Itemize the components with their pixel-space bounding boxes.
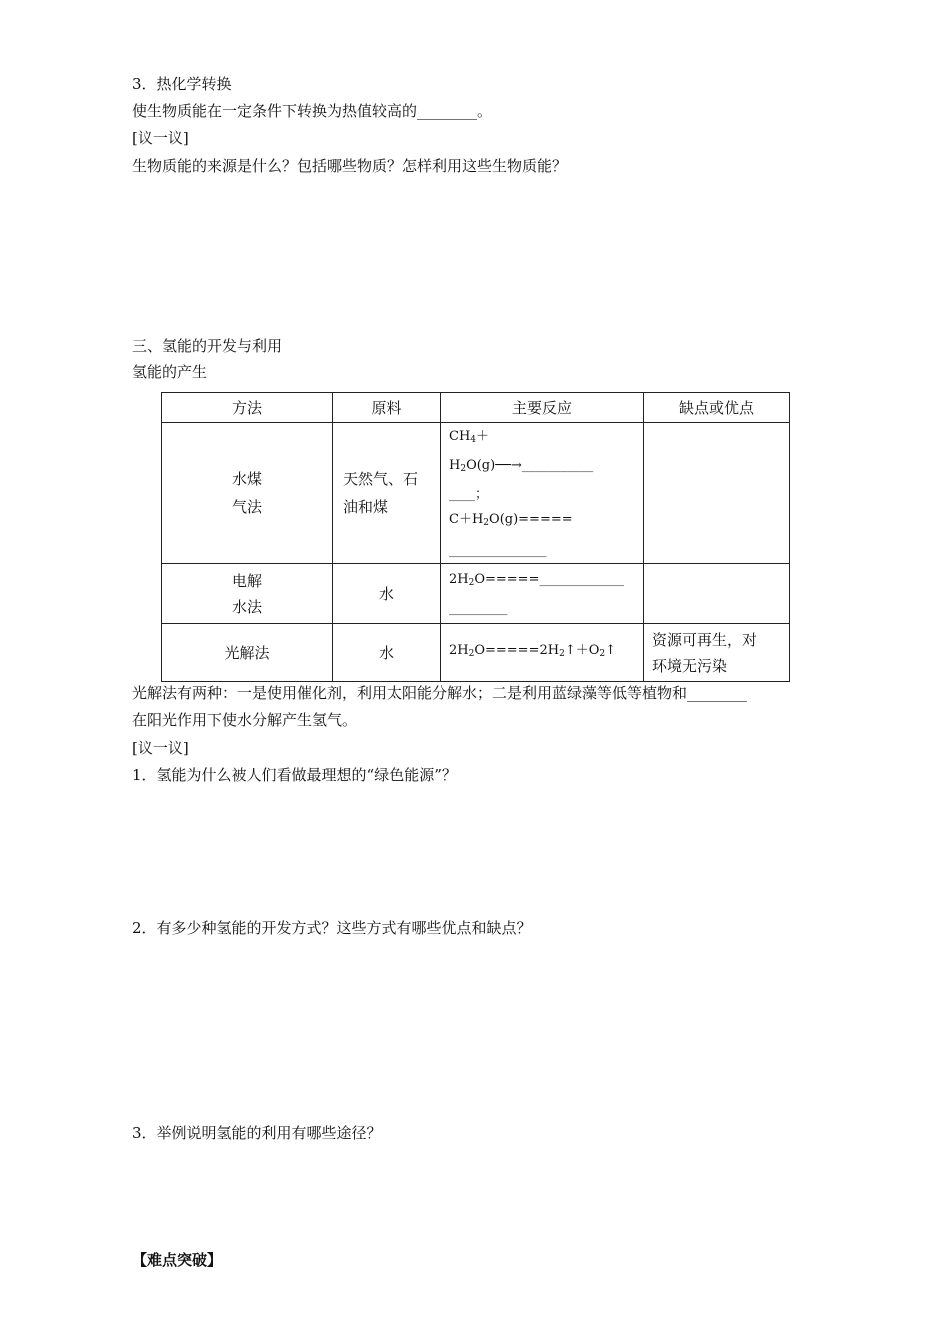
material-cell: 天然气、石 油和煤 xyxy=(333,423,441,564)
reaction-cell: $2H_2O=====\_\_\_\_\_\_\_\_\_\_\_\_\_$ _________ xyxy=(441,564,644,624)
table-header-cell: 主要反应 xyxy=(441,393,644,423)
table-row xyxy=(162,564,790,624)
discuss-question-1: 1．氢能为什么被人们看做最理想的“绿色能源”？ xyxy=(132,766,457,784)
hydrogen-production-table xyxy=(161,392,790,682)
table-header-row xyxy=(162,393,790,423)
discuss-question-biomass: 生物质能的来源是什么？包括哪些物质？怎样利用这些生物质能？ xyxy=(132,157,568,175)
discuss-question-3: 3．举例说明氢能的利用有哪些途径？ xyxy=(132,1124,382,1142)
note-cell: 资源可再生，对 环境无污染 xyxy=(644,624,790,682)
method-cell: 水煤 气法 xyxy=(162,423,333,564)
material-cell: 水 xyxy=(333,564,441,624)
method-cell: 光解法 xyxy=(162,624,333,682)
section-heading-heat-conversion: 3．热化学转换 xyxy=(132,75,232,93)
photolysis-note-line1: 光解法有两种：一是使用催化剂，利用太阳能分解水；二是利用蓝绿藻等低等植物和________ xyxy=(132,684,748,702)
section-heading-hydrogen: 三、氢能的开发与利用 xyxy=(132,337,283,355)
method-cell: 电解 水法 xyxy=(162,564,333,624)
table-row xyxy=(162,624,790,682)
discuss-label: [议一议] xyxy=(132,129,189,147)
discuss-label: [议一议] xyxy=(132,739,189,757)
table-header-cell: 原料 xyxy=(333,393,441,423)
reaction-cell: $CH_4+$ $H_2O(g)──\to\_\_\_\_\_\_\_\_\_\_\_$ ____； $C+H_2O(g)=====$ _______________ xyxy=(441,423,644,564)
discuss-question-2: 2．有多少种氢能的开发方式？这些方式有哪些优点和缺点？ xyxy=(132,919,532,937)
heat-conversion-text: 使生物质能在一定条件下转换为热值较高的________。 xyxy=(132,102,493,120)
difficulty-breakthrough-heading: 【难点突破】 xyxy=(132,1251,223,1269)
note-cell xyxy=(644,564,790,624)
table-header-cell: 缺点或优点 xyxy=(644,393,790,423)
material-cell: 水 xyxy=(333,624,441,682)
reaction-cell: $2H_2O=====2H_2↑+O_2↑$ xyxy=(441,624,644,682)
subheading-hydrogen-production: 氢能的产生 xyxy=(132,363,208,381)
table-header-cell: 方法 xyxy=(162,393,333,423)
note-cell xyxy=(644,423,790,564)
table-row xyxy=(162,423,790,564)
photolysis-note-line2: 在阳光作用下使水分解产生氢气。 xyxy=(132,711,358,729)
